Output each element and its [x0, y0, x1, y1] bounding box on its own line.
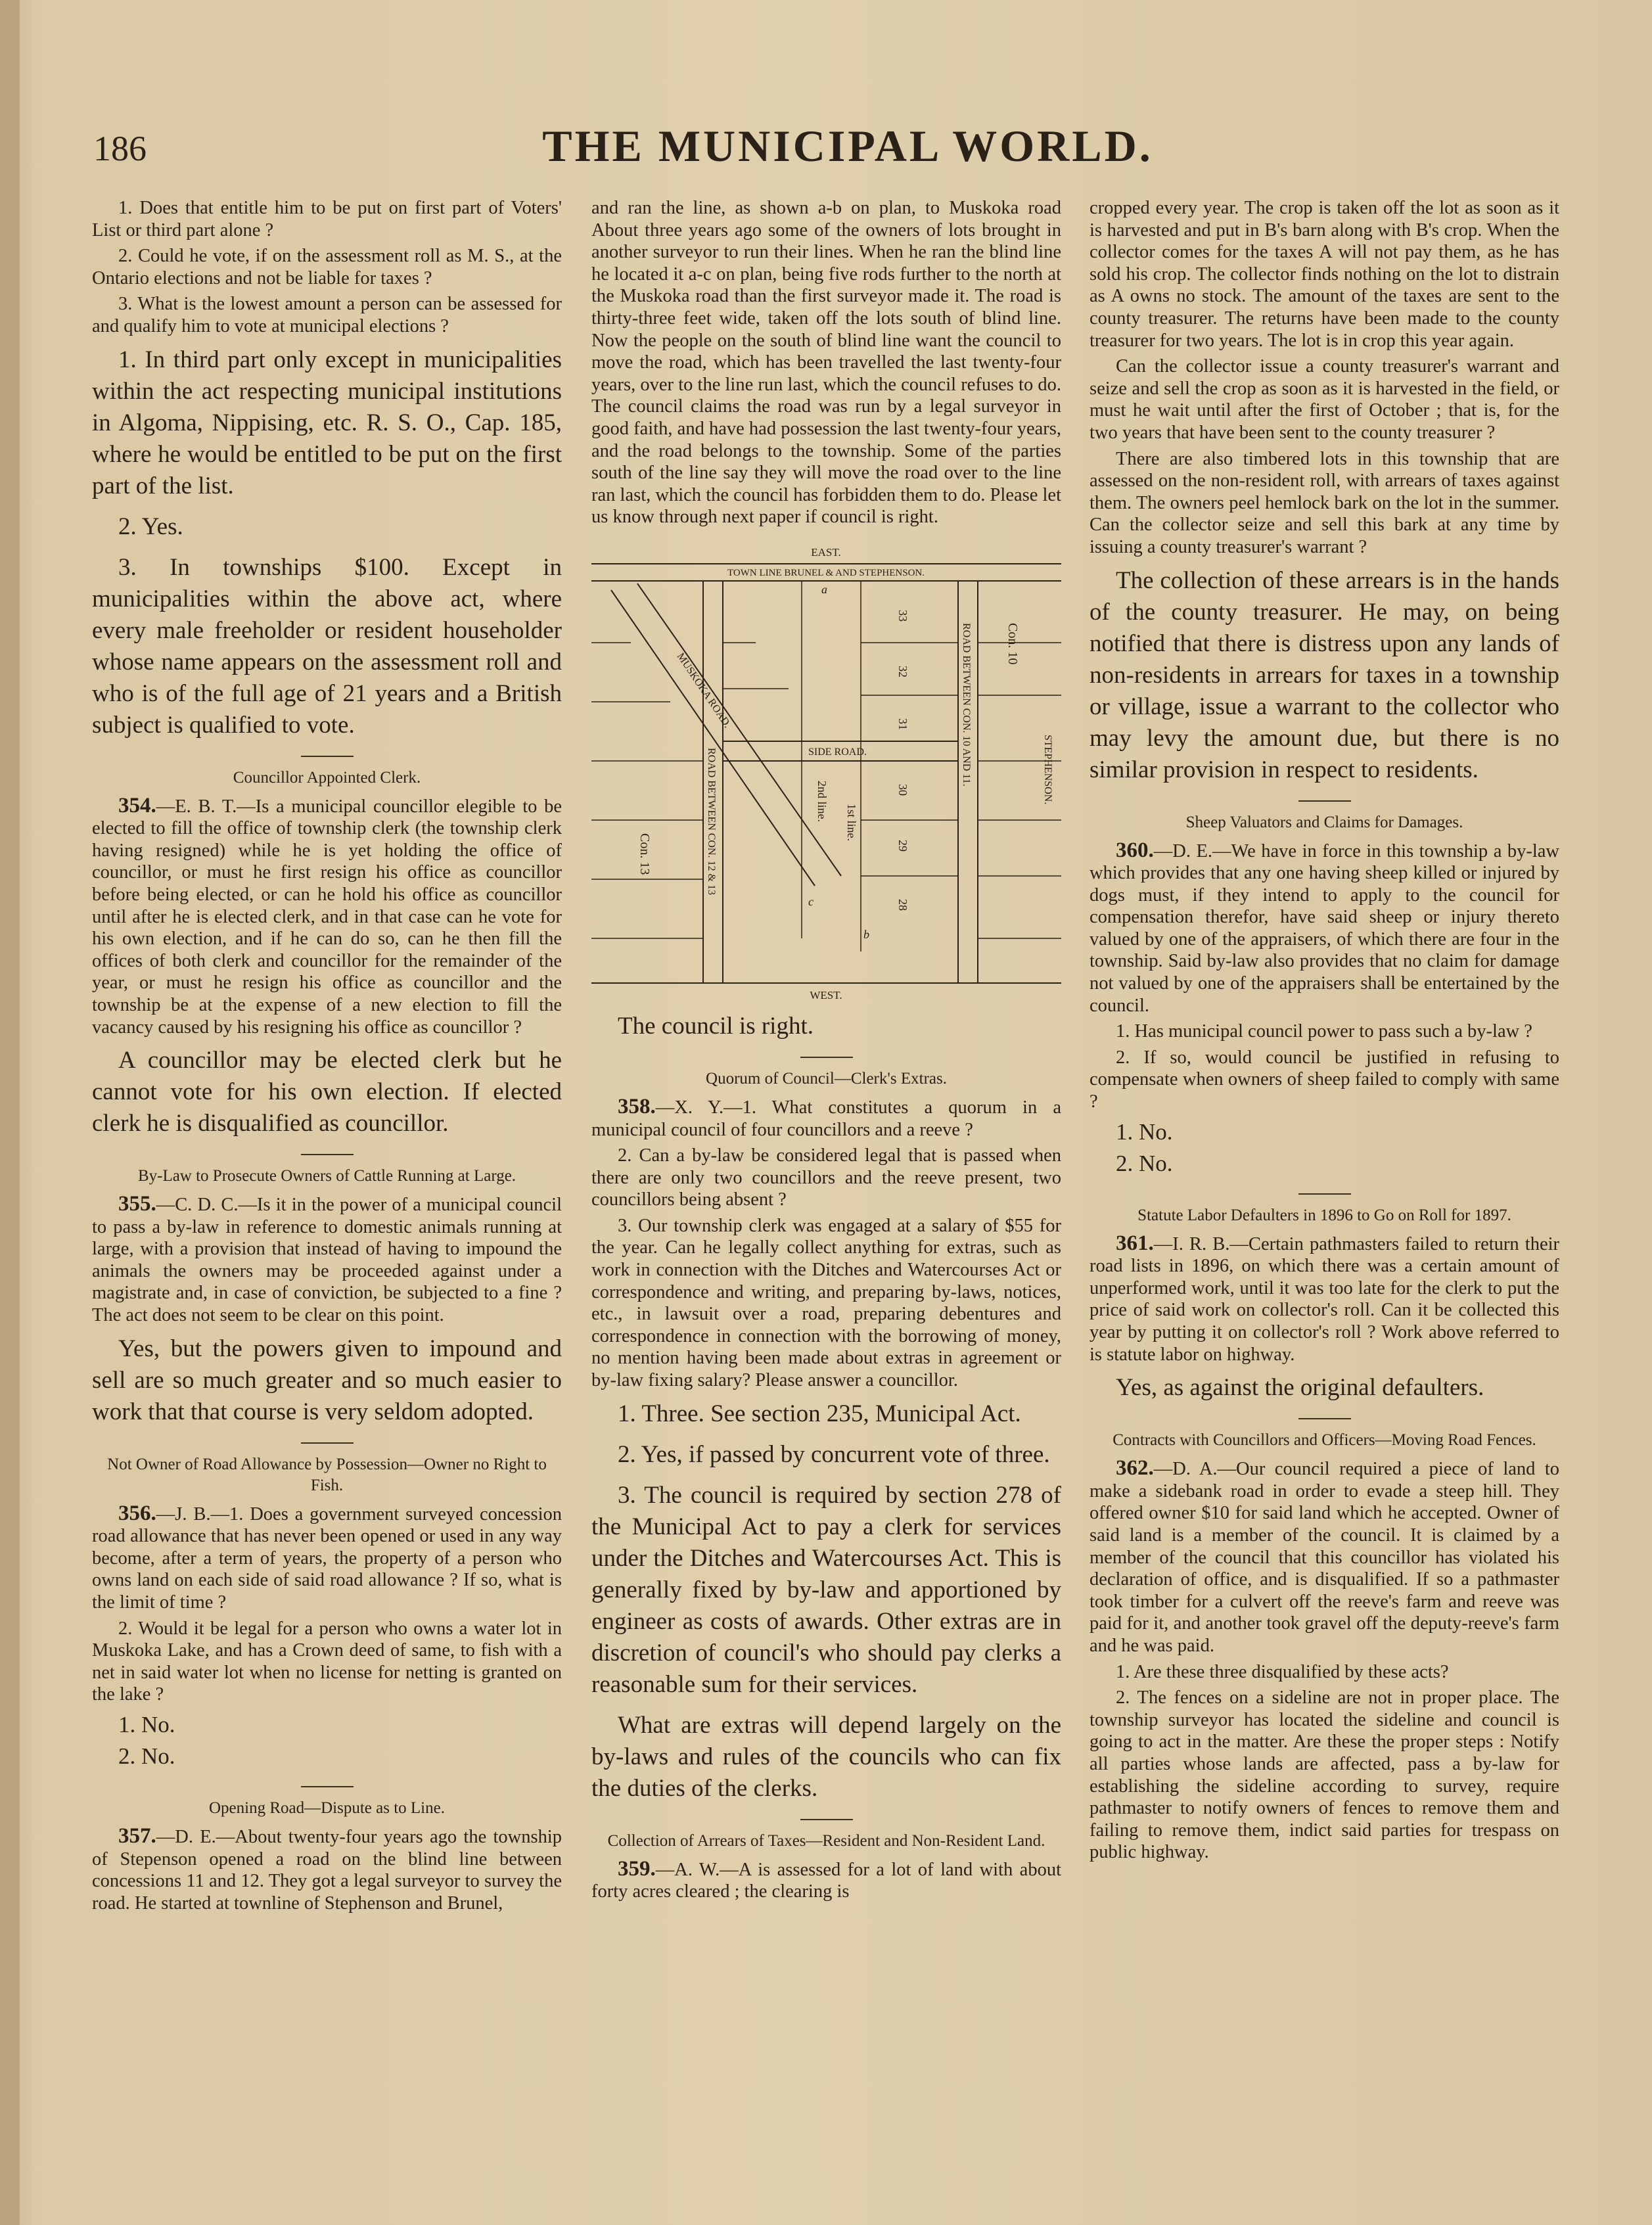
question-text: —D. A.—Our council required a piece of land to make a sidebank road in order to evade a steep hill. They offered owner $10 for said land which he accepted. Owner of said land is a member of the council. It is claimed by a member of the council that this councillor has violated his declaration of office, and is disqualified. If so a pathmaster took timber for a culvert off the reeve's farm and reeve was paid for it, and another took gravel off the deputy-reeve's farm and he was paid.	[1090, 1459, 1559, 1656]
section-heading: Quorum of Council—Clerk's Extras.	[706, 1069, 947, 1088]
map-label-west: WEST.	[810, 988, 842, 1001]
survey-plan-map	[591, 544, 1061, 1004]
map-road-line	[637, 584, 841, 876]
question-text: 3. What is the lowest amount a person can be assessed for and qualify him to vote at municipal elections ?	[92, 294, 562, 336]
question-text: 1. Are these three disqualified by these acts?	[1116, 1661, 1449, 1682]
answer-text: 2. Yes.	[118, 513, 183, 540]
question-text: Can the collector issue a county treasurer's warrant and seize and sell the crop as soon as it is harvested in the field, or must he wait until after the first of October ; that is, for the two years that have been sent to the county treasurer ?	[1090, 356, 1559, 443]
map-label-road-10-11: ROAD BETWEEN CON. 10 AND 11.	[961, 622, 972, 787]
answer-text: 1. No.	[118, 1712, 175, 1737]
map-label-east: EAST.	[811, 545, 841, 559]
question-number: 357.	[118, 1824, 156, 1848]
question-text: 2. Would it be legal for a person who owns a water lot in Muskoka Lake, and has a Crown deed of same, to fish with a net in said water lot when no license for netting is granted on the lake ?	[92, 1618, 562, 1705]
section-heading: Statute Labor Defaulters in 1896 to Go on Roll for 1897.	[1137, 1206, 1511, 1224]
question-362	[1090, 1457, 1559, 1657]
question-text: —C. D. C.—Is it in the power of a municipal council to pass a by-law in reference to domestic animals running at large, with a provision that instead of having to impound the animals the owners may be proceeded against under a magistrate and, in case of conviction, be subjected to a fine ? The act does not seem to be clear on this point.	[92, 1195, 562, 1326]
section-divider	[1298, 1193, 1351, 1195]
question-text: —D. E.—About twenty-four years ago the township of Stepenson opened a road on the blind line between concessions 11 and 12. They got a legal surveyor to survey the road. He started at townline of Stephenson and Brunel,	[92, 1827, 562, 1914]
map-label-2nd-line: 2nd line.	[815, 780, 829, 822]
map-label-1st-line: 1st line.	[845, 803, 858, 841]
answer-text: 2. Yes, if passed by concurrent vote of three.	[618, 1440, 1050, 1468]
question-number: 358.	[618, 1094, 656, 1118]
answer-text: 1. No.	[1116, 1118, 1173, 1145]
question-text: 2. If so, would council be justified in refusing to compensate when owners of sheep failed to comply with same ?	[1090, 1047, 1559, 1112]
map-lot-number: 31	[896, 718, 909, 730]
question-number: 360.	[1116, 838, 1154, 862]
answer-text: Yes, as against the original defaulters.	[1116, 1374, 1484, 1402]
map-label-stephenson: STEPHENSON.	[1042, 734, 1053, 805]
section-divider	[1298, 800, 1351, 802]
question-number: 362.	[1116, 1456, 1154, 1480]
section-divider	[800, 1057, 853, 1058]
map-point-a: a	[821, 582, 827, 596]
map-label-con-13: Con. 13	[637, 833, 652, 875]
question-number: 356.	[118, 1501, 156, 1525]
question-360	[1090, 840, 1559, 1017]
map-label-town-line: TOWN LINE BRUNEL & AND STEPHENSON.	[727, 567, 925, 578]
section-divider	[800, 1819, 853, 1820]
map-lot-number: 28	[896, 898, 909, 911]
column-3	[1090, 197, 1559, 1868]
question-number: 354.	[118, 793, 156, 817]
page-header	[92, 115, 1603, 174]
section-heading: Opening Road—Dispute as to Line.	[209, 1799, 445, 1817]
map-label-con-10: Con. 10	[1005, 622, 1020, 665]
question-text: 2. Could he vote, if on the assessment roll as M. S., at the Ontario elections and not be liable for taxes ?	[92, 246, 562, 288]
map-lot-number: 30	[896, 783, 909, 796]
question-text: —E. B. T.—Is a municipal councillor elegible to be elected to fill the office of township clerk (the township clerk having resigned) while he is yet holding the office of councillor, or must he first resign his office as councillor before being elected, or can he hold his office as councillor until after he is elected clerk, and in that case can he vote for his own election, and if he can do so, can he then fill the offices of both clerk and councillor for the remainder of the year, or must he resign his office as councillor and the township be at the expense of a new election to fill the vacancy caused by his resigning his office as councillor ?	[92, 796, 562, 1038]
page-binding-edge	[0, 0, 20, 2225]
question-text: There are also timbered lots in this township that are assessed on the non-resident roll, with arrears of taxes against them. The owners peel hemlock bark on the lot in the summer. Can the collector seize and sell this bark at any time by issuing a county treasurer's warrant ?	[1090, 448, 1559, 557]
question-356	[92, 1503, 562, 1614]
answer-text: Yes, but the powers given to impound and sell are so much greater and so much easier to work that that course is very seldom adopted.	[92, 1335, 562, 1425]
question-358	[591, 1096, 1061, 1141]
answer-text: 3. The council is required by section 278 of the Municipal Act to pay a clerk for services under the Ditches and Watercourses Act. This is generally fixed by by-law and apportioned by engineer as costs of awards. Other extras are in discretion of council's who should pay clerks a reasonable sum for their services.	[591, 1481, 1061, 1698]
section-divider	[301, 1154, 354, 1155]
question-361	[1090, 1233, 1559, 1366]
question-text: —A. W.—A is assessed for a lot of land with about forty acres cleared ; the clearing is	[591, 1859, 1061, 1902]
map-label-road-12-13: ROAD BETWEEN CON. 12 & 13	[706, 747, 717, 895]
answer-text: The collection of these arrears is in the hands of the county treasurer. He may, on being notified that there is distress upon any lands of non-residents in arrears for taxes in a township or village, issue a warrant to the collector who may levy the amount due, but there is no similar provision in respect to residents.	[1090, 566, 1559, 783]
section-heading: Collection of Arrears of Taxes—Resident and Non-Resident Land.	[607, 1831, 1045, 1850]
question-text: 2. The fences on a sideline are not in proper place. The township surveyor has located the sideline and council is going to act in the matter. Are these the proper steps : Notify all parties whose lands are affected, pass a by-law for establishing the sideline according to survey, require pathmaster to notify owners of fences to remove them and failing to remove them, indict said parties for trespass on public highway.	[1090, 1687, 1559, 1863]
question-text: —I. R. B.—Certain pathmasters failed to return their road lists in 1896, on which there was a certain amount of unperformed work, until it was too late for the clerk to put the price of said work on collector's roll. Can it be collected this year by putting it on collector's roll ? Work above referred to is statute labor on highway.	[1090, 1233, 1559, 1365]
question-text: and ran the line, as shown a-b on plan, to Muskoka road About three years ago some of the owners of lots brought in another surveyor to run their lines. When he ran the blind line he located it a-c on plan, being five rods further to the north at the Muskoka road than the first surveyor made it. The road is thirty-three feet wide, taken off the lots south of blind line. Now the people on the south of blind line want the council to move the road, which has been travelled the last twenty-four years, over to the line run last, which the council refuses to do. The council claims the road was run by a legal surveyor in good faith, and have had possession the last twenty-four years, and the road belongs to the township. Some of the parties south of the line say they will move the road over to the line ran last, which the council has forbidden them to do. Please let us know through next paper if council is right.	[591, 198, 1061, 528]
question-number: 359.	[618, 1856, 656, 1881]
map-label-muskoka-road: MUSKOKA ROAD.	[674, 651, 733, 730]
answer-text: 3. In townships $100. Except in municipalities within the above act, where every male freeholder or resident householder whose name appears on the assessment roll and who is of the full age of 21 years and a British subject is qualified to vote.	[92, 553, 562, 739]
answer-text: 1. Three. See section 235, Municipal Act.	[618, 1400, 1021, 1427]
question-text: 2. Can a by-law be considered legal that is passed when there are only two councillors and the reeve present, two councillors being absent ?	[591, 1145, 1061, 1210]
section-divider	[301, 1442, 354, 1444]
question-text: —D. E.—We have in force in this township a by-law which provides that any one having sheep killed or injured by dogs must, if they intend to apply to the council for compensation therefor, have said sheep or injury thereto valued by one of the appraisers, of which there are four in the township. Said by-law also provides that no claim for damage not valued by one of the appraisers shall be entertained by the council.	[1090, 840, 1559, 1016]
question-text: 1. Does that entitle him to be put on first part of Voters' List or third part alone ?	[92, 198, 562, 241]
question-354	[92, 795, 562, 1039]
question-text: 1. Has municipal council power to pass such a by-law ?	[1116, 1021, 1532, 1042]
page-number: 186	[93, 129, 147, 168]
section-heading: Contracts with Councillors and Officers—Moving Road Fences.	[1113, 1431, 1536, 1450]
section-divider	[1298, 1418, 1351, 1419]
question-number: 361.	[1116, 1231, 1154, 1255]
answer-text: What are extras will depend largely on the by-laws and rules of the councils who can fix the duties of the clerks.	[591, 1711, 1061, 1802]
section-heading: Councillor Appointed Clerk.	[233, 768, 421, 787]
question-text: —X. Y.—1. What constitutes a quorum in a municipal council of four councillors and a reeve ?	[591, 1097, 1061, 1140]
section-heading: Sheep Valuators and Claims for Damages.	[1185, 813, 1463, 831]
answer-text: 1. In third part only except in municipalities within the act respecting municipal institutions in Algoma, Nippising, etc. R. S. O., Cap. 185, where he would be entitled to be put on the first part of the list.	[92, 346, 562, 499]
map-lot-number: 29	[896, 839, 909, 852]
section-heading: By-Law to Prosecute Owners of Cattle Running at Large.	[137, 1167, 516, 1185]
answer-text: The council is right.	[618, 1012, 814, 1040]
section-divider	[301, 1786, 354, 1787]
section-divider	[301, 756, 354, 757]
answer-text: 2. No.	[118, 1743, 175, 1769]
column-2	[591, 197, 1061, 1907]
map-point-c: c	[808, 894, 814, 908]
question-355	[92, 1193, 562, 1327]
column-1	[92, 197, 562, 1918]
map-label-side-road: SIDE ROAD.	[808, 746, 867, 758]
question-text: 3. Our township clerk was engaged at a salary of $55 for the year. Can he legally collect anything for extras, such as work in connection with the Ditches and Watercourses Act or correspondence and writing, and preparing by-laws, notices, etc., in lawsuit over a road, preparing debentures and correspondence in connection with the borrowing of money, no mention having been made about extras in agreement or by-law fixing salary? Please answer a councillor.	[591, 1215, 1061, 1391]
map-point-b: b	[863, 927, 869, 941]
section-heading: Not Owner of Road Allowance by Possession—Owner no Right to Fish.	[107, 1455, 547, 1494]
question-359	[591, 1858, 1061, 1903]
map-lot-number: 33	[896, 609, 909, 622]
answer-text: A councillor may be elected clerk but he cannot vote for his own election. If elected clerk he is disqualified as councillor.	[92, 1047, 562, 1137]
page-title: THE MUNICIPAL WORLD.	[542, 121, 1153, 171]
answer-text: 2. No.	[1116, 1150, 1173, 1176]
question-357	[92, 1825, 562, 1914]
question-number: 355.	[118, 1192, 156, 1216]
question-text: —J. B.—1. Does a government surveyed concession road allowance that has never been opened or used in any way become, after a term of years, the property of a person who owns land on each side of said road allowance ? If so, what is the limit of time ?	[92, 1503, 562, 1613]
map-lot-number: 32	[896, 665, 909, 677]
question-text: cropped every year. The crop is taken off the lot as soon as it is harvested and put in B's barn along with B's crop. When the collector comes for the taxes A will not pay them, as he has sold his crop. The collector finds nothing on the lot to distrain as A owns no stock. The amount of the taxes are sent to the county treasurer. The returns have been made to the county treasurer for two years. The lot is in crop this year again.	[1090, 198, 1559, 351]
